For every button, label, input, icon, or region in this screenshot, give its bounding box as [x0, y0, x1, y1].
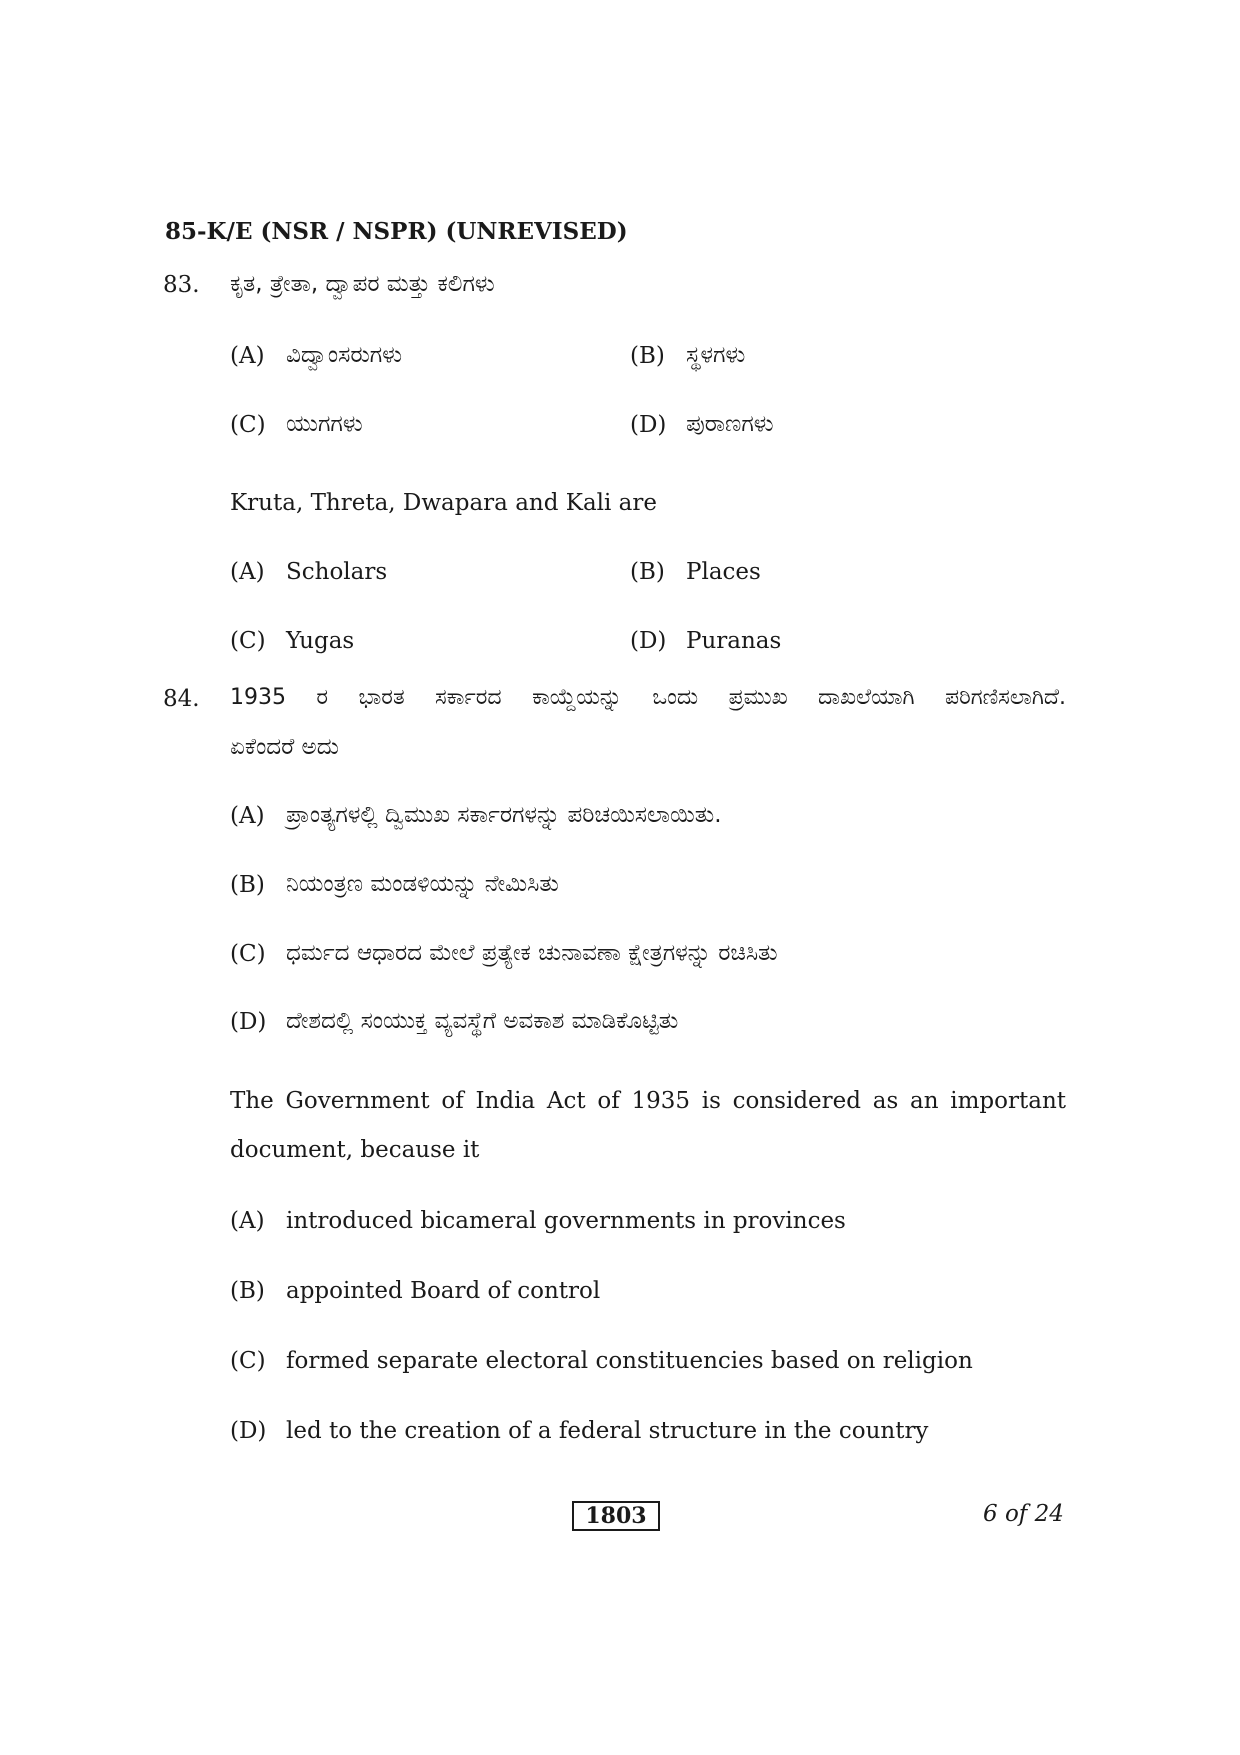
q83-en-option-b-label: (B)	[630, 559, 665, 585]
q84-en-option-d: led to the creation of a federal structure in the country	[286, 1418, 929, 1444]
q83-kn-option-d: ಪುರಾಣಗಳು	[686, 411, 774, 437]
q83-kn-option-c-label: (C)	[230, 412, 266, 438]
q83-en-option-a-label: (A)	[230, 559, 265, 585]
q84-en-option-c: formed separate electoral constituencies based on religion	[286, 1348, 973, 1374]
question-84-english-line2: document, because it	[230, 1137, 480, 1163]
question-83-english: Kruta, Threta, Dwapara and Kali are	[230, 490, 657, 516]
question-84-english-line1: The Government of India Act of 1935 is considered as an important	[230, 1088, 1066, 1114]
q84-kn-option-d: ದೇಶದಲ್ಲಿ ಸಂಯುಕ್ತ ವ್ಯವಸ್ಥೆಗೆ ಅವಕಾಶ ಮಾಡಿಕೊಟ್ಟಿತು	[286, 1008, 679, 1034]
q84-en-option-d-label: (D)	[230, 1418, 267, 1444]
q84-en-option-a-label: (A)	[230, 1208, 265, 1234]
q84-en-option-b-label: (B)	[230, 1278, 265, 1304]
question-84-kannada-line2: ಏಕೆಂದರೆ ಅದು	[230, 734, 339, 760]
question-84-kannada-line1: 1935 ರ ಭಾರತ ಸರ್ಕಾರದ ಕಾಯ್ದೆಯನ್ನು ಒಂದು ಪ್ರಮುಖ ದಾಖಲೆಯಾಗಿ ಪರಿಗಣಿಸಲಾಗಿದೆ.	[230, 685, 1066, 710]
q84-kn-option-c: ಧರ್ಮದ ಆಧಾರದ ಮೇಲೆ ಪ್ರತ್ಯೇಕ ಚುನಾವಣಾ ಕ್ಷೇತ್ರಗಳನ್ನು ರಚಿಸಿತು	[286, 940, 778, 966]
q83-kn-option-d-label: (D)	[630, 412, 667, 438]
q83-kn-option-a-label: (A)	[230, 343, 265, 369]
q83-en-option-c-label: (C)	[230, 628, 266, 654]
q84-en-option-b: appointed Board of control	[286, 1278, 601, 1304]
q83-kn-option-a: ವಿದ್ವಾಂಸರುಗಳು	[286, 342, 403, 368]
q84-kn-option-a-label: (A)	[230, 803, 265, 829]
q84-kn-option-a: ಪ್ರಾಂತ್ಯಗಳಲ್ಲಿ ದ್ವಿಮುಖ ಸರ್ಕಾರಗಳನ್ನು ಪರಿಚಯಿಸಲಾಯಿತು.	[286, 802, 722, 828]
q83-en-option-b: Places	[686, 559, 761, 585]
q83-en-option-a: Scholars	[286, 559, 388, 585]
q84-kn-option-b-label: (B)	[230, 872, 265, 898]
q84-kn-option-d-label: (D)	[230, 1009, 267, 1035]
question-83-kannada: ಕೃತ, ತ್ರೇತಾ, ದ್ವಾಪರ ಮತ್ತು ಕಲಿಗಳು	[230, 271, 495, 297]
q83-kn-option-c: ಯುಗಗಳು	[286, 411, 363, 437]
question-84-number: 84.	[163, 686, 200, 712]
q83-en-option-d-label: (D)	[630, 628, 667, 654]
q84-kn-option-c-label: (C)	[230, 941, 266, 967]
booklet-code-box: 1803	[572, 1501, 660, 1531]
q83-en-option-d: Puranas	[686, 628, 782, 654]
question-83-number: 83.	[163, 272, 200, 298]
q83-en-option-c: Yugas	[286, 628, 355, 654]
q83-kn-option-b: ಸ್ಥಳಗಳು	[686, 342, 746, 368]
q83-kn-option-b-label: (B)	[630, 343, 665, 369]
q84-en-option-c-label: (C)	[230, 1348, 266, 1374]
q84-kn-option-b: ನಿಯಂತ್ರಣ ಮಂಡಳಿಯನ್ನು ನೇಮಿಸಿತು	[286, 871, 559, 897]
page-header: 85-K/E (NSR / NSPR) (UNREVISED)	[165, 218, 628, 245]
page-number: 6 of 24	[983, 1501, 1064, 1527]
q84-en-option-a: introduced bicameral governments in provinces	[286, 1208, 846, 1234]
